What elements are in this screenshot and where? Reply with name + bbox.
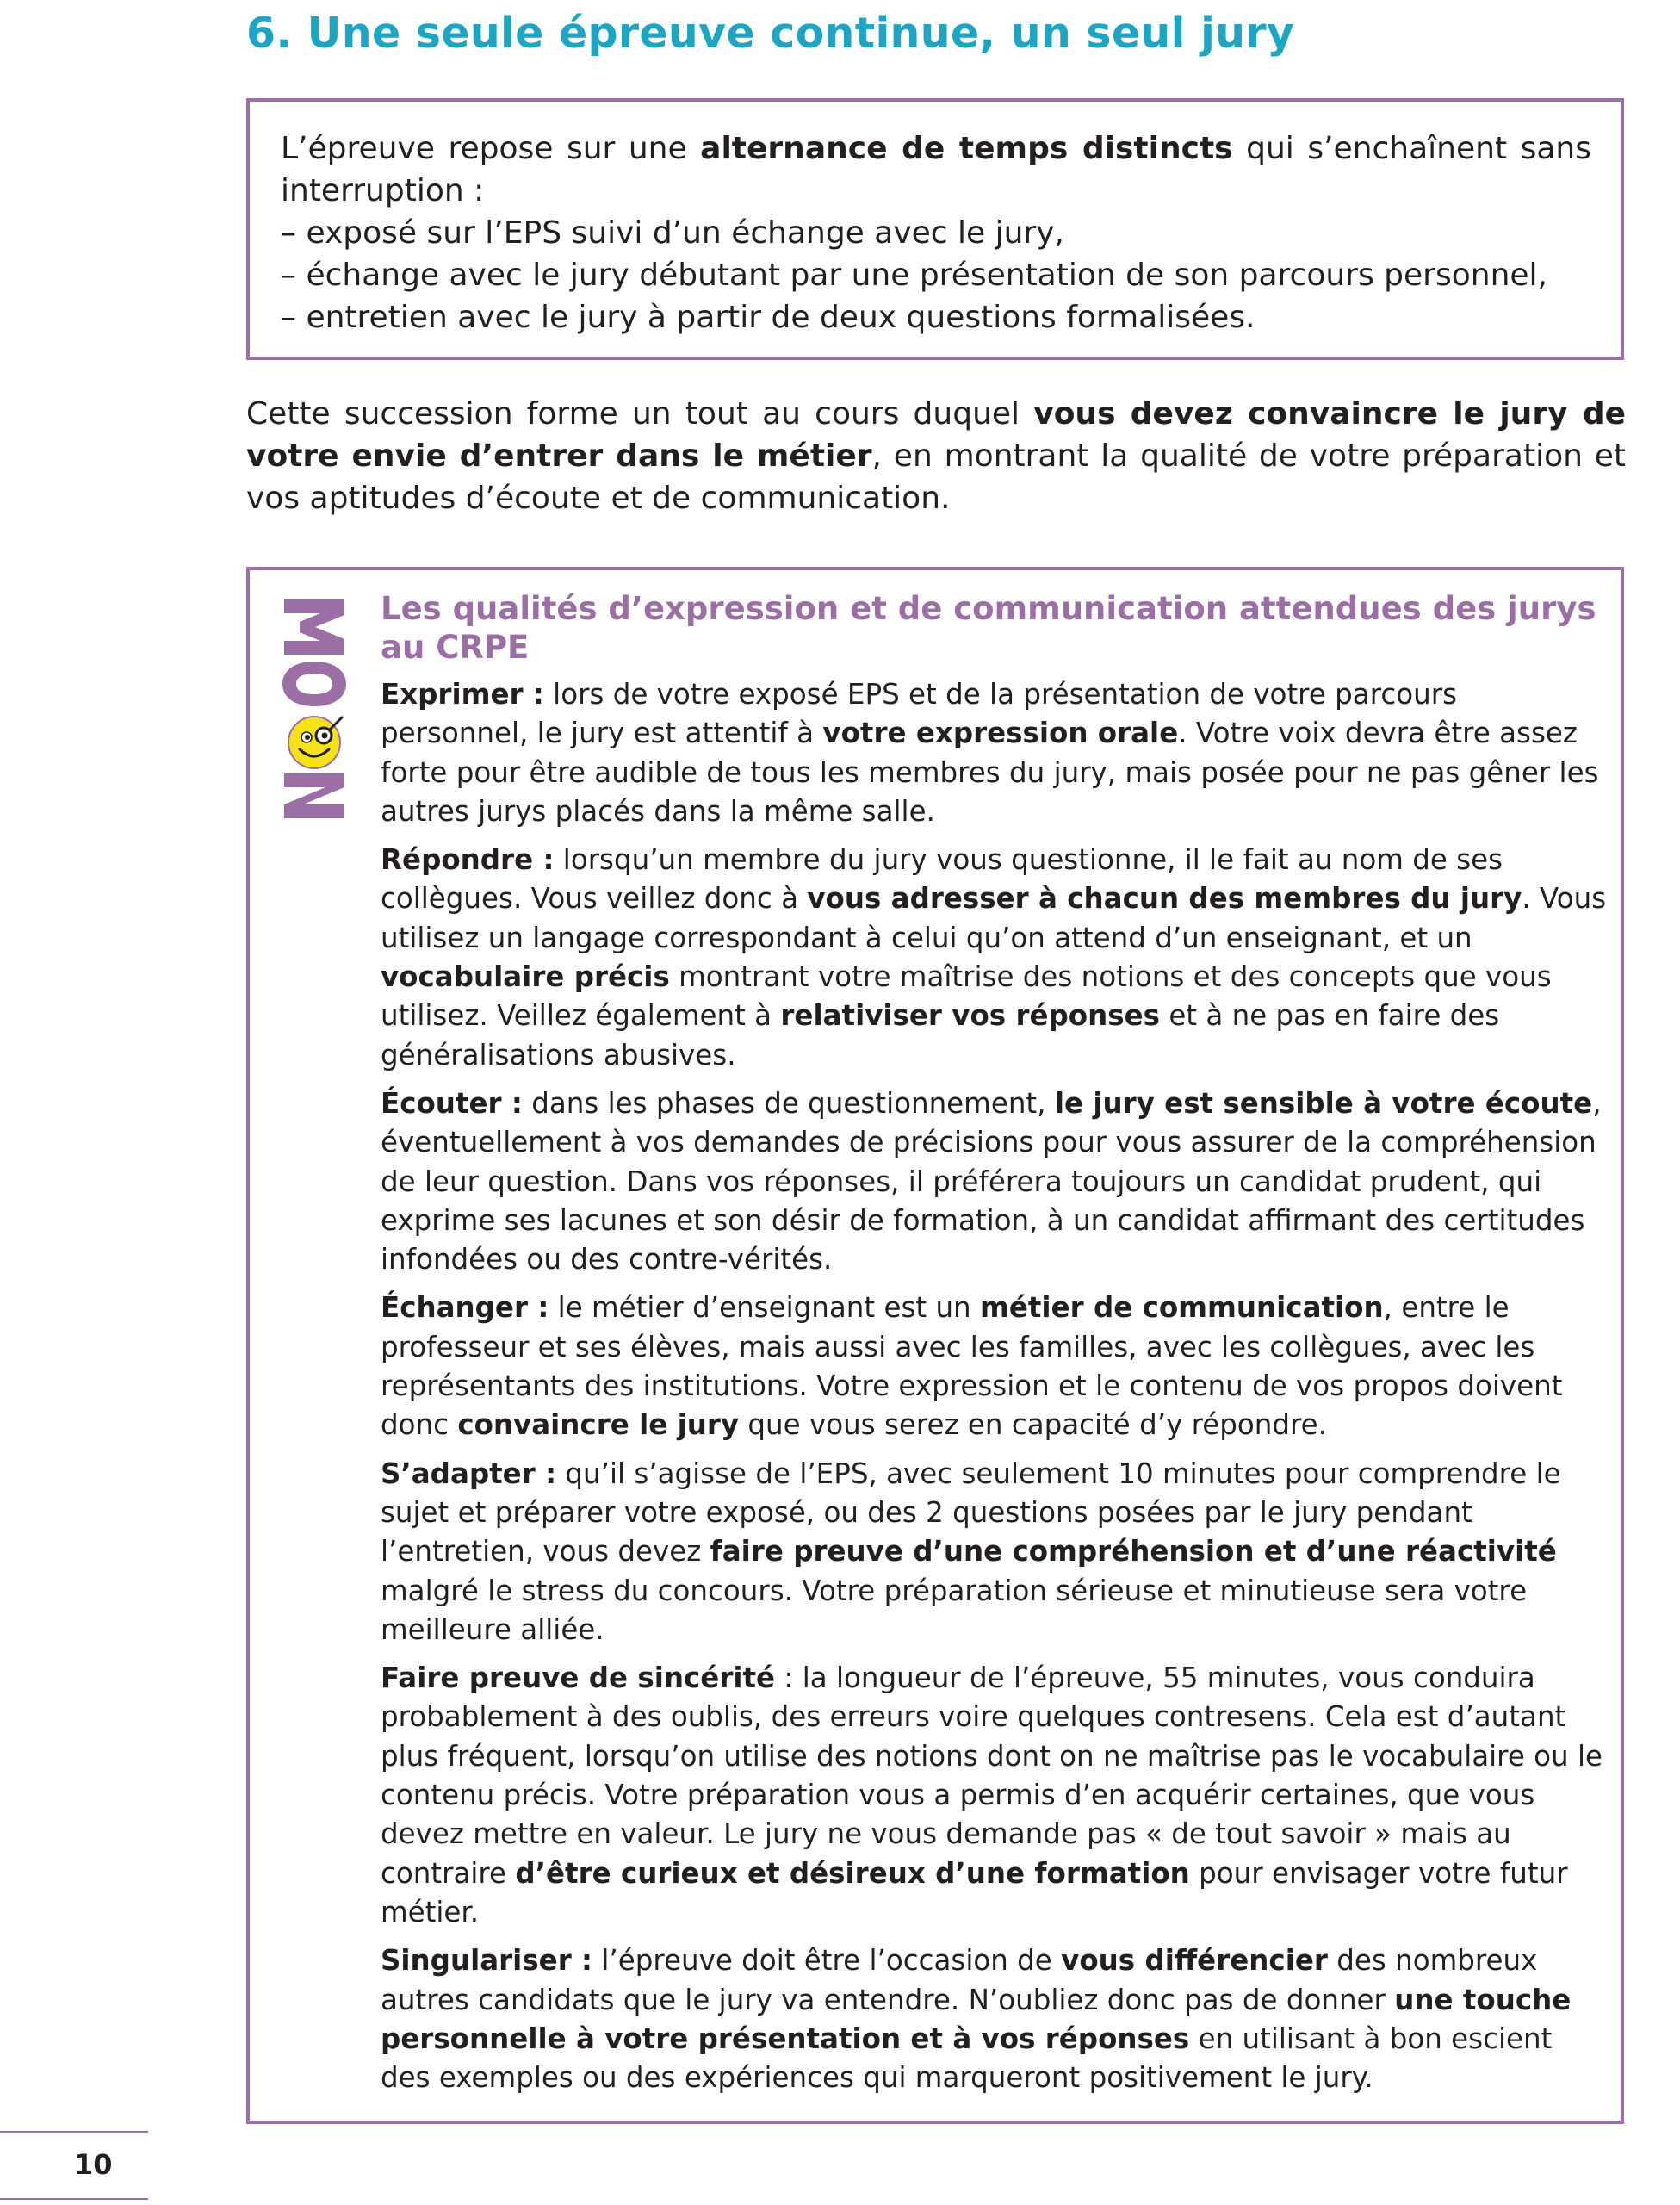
zoom-title: Les qualités d’expression et de communication attendues des jurys au CRPE bbox=[381, 590, 1596, 666]
intro-text: L’épreuve repose sur une alternance de temps distincts qui s’enchaînent sans interruption : bbox=[281, 131, 1591, 208]
zoom-content bbox=[381, 589, 1609, 2107]
footer-divider-bottom bbox=[0, 2198, 148, 2200]
zoom-paragraph-repondre: Répondre : lorsqu’un membre du jury vous questionne, il le fait au nom de ses collègues. Vous veillez donc à vous adresser à chacun des membres du jury. Vous utilisez un langage correspondant à celui qu’on attend d’un enseignant, et un vocabulaire précis montrant votre maîtrise des notions et des concepts que vous utilisez. Veillez également à relativiser vos réponses et à ne pas en faire des généralisations abusives. bbox=[381, 843, 1607, 1071]
body-paragraph: Cette succession forme un tout au cours duquel vous devez convaincre le jury de votre envie d’entrer dans le métier, en montrant la qualité de votre préparation et vos aptitudes d’écoute et de communication. bbox=[246, 396, 1627, 516]
list-item: – échange avec le jury débutant par une présentation de son parcours personnel, bbox=[281, 258, 1547, 293]
list-item: – exposé sur l’EPS suivi d’un échange avec le jury, bbox=[281, 215, 1064, 251]
zoom-paragraph-sadapter: S’adapter : qu’il s’agisse de l’EPS, avec seulement 10 minutes pour comprendre le sujet et préparer votre exposé, ou des 2 questions posées par le jury pendant l’entretien, vous devez faire preuve d’une compréhension et d’une réactivité malgré le stress du concours. Votre préparation sérieuse et minutieuse sera votre meilleure alliée. bbox=[381, 1457, 1561, 1646]
zoom-paragraph-singulariser: Singulariser : l’épreuve doit être l’occasion de vous différencier des nombreux autres candidats que le jury va entendre. N’oubliez donc pas de donner une touche personnelle à votre présentation et à vos réponses en utilisant à bon escient des exemples ou des expériences qui marqueront positivement le jury. bbox=[381, 1944, 1572, 2095]
page-number: 10 bbox=[74, 2148, 113, 2181]
zoom-box bbox=[246, 567, 1624, 2124]
section-title: 6. Une seule épreuve continue, un seul jury bbox=[246, 9, 1295, 58]
list-item: – entretien avec le jury à partir de deux questions formalisées. bbox=[281, 300, 1255, 335]
zoom-paragraph-sincerite: Faire preuve de sincérité : la longueur de l’épreuve, 55 minutes, vous conduira probablement à des oublis, des erreurs voire quelques contresens. Cela est d’autant plus fréquent, lorsqu’on utilise des notions dont on ne maîtrise pas le vocabulaire ou le contenu précis. Votre préparation vous a permis d’en acquérir certaines, que vous devez mettre en valeur. Le jury ne vous demande pas « de tout savoir » mais au contraire d’être curieux et désireux d’une formation pour envisager votre futur métier. bbox=[381, 1662, 1603, 1929]
zoom-logo-icon bbox=[276, 591, 353, 823]
zoom-paragraph-echanger: Échanger : le métier d’enseignant est un métier de communication, entre le professeur et ses élèves, mais aussi avec les familles, avec les collègues, avec les représentants des institutions. Votre expression et le contenu de vos propos doivent donc convaincre le jury que vous serez en capacité d’y répondre. bbox=[381, 1291, 1563, 1442]
footer-divider bbox=[0, 2131, 148, 2133]
intro-box bbox=[246, 98, 1624, 360]
zoom-paragraph-exprimer: Exprimer : lors de votre exposé EPS et de la présentation de votre parcours personnel, le jury est attentif à votre expression orale. Votre voix devra être assez forte pour être audible de tous les membres du jury, mais posée pour ne pas gêner les autres jurys placés dans la même salle. bbox=[381, 678, 1599, 828]
zoom-paragraph-ecouter: Écouter : dans les phases de questionnement, le jury est sensible à votre écoute, éventuellement à vos demandes de précisions pour vous assurer de la compréhension de leur question. Dans vos réponses, il préférera toujours un candidat prudent, qui exprime ses lacunes et son désir de formation, à un candidat affirmant des certitudes infondées ou des contre-vérités. bbox=[381, 1086, 1602, 1276]
